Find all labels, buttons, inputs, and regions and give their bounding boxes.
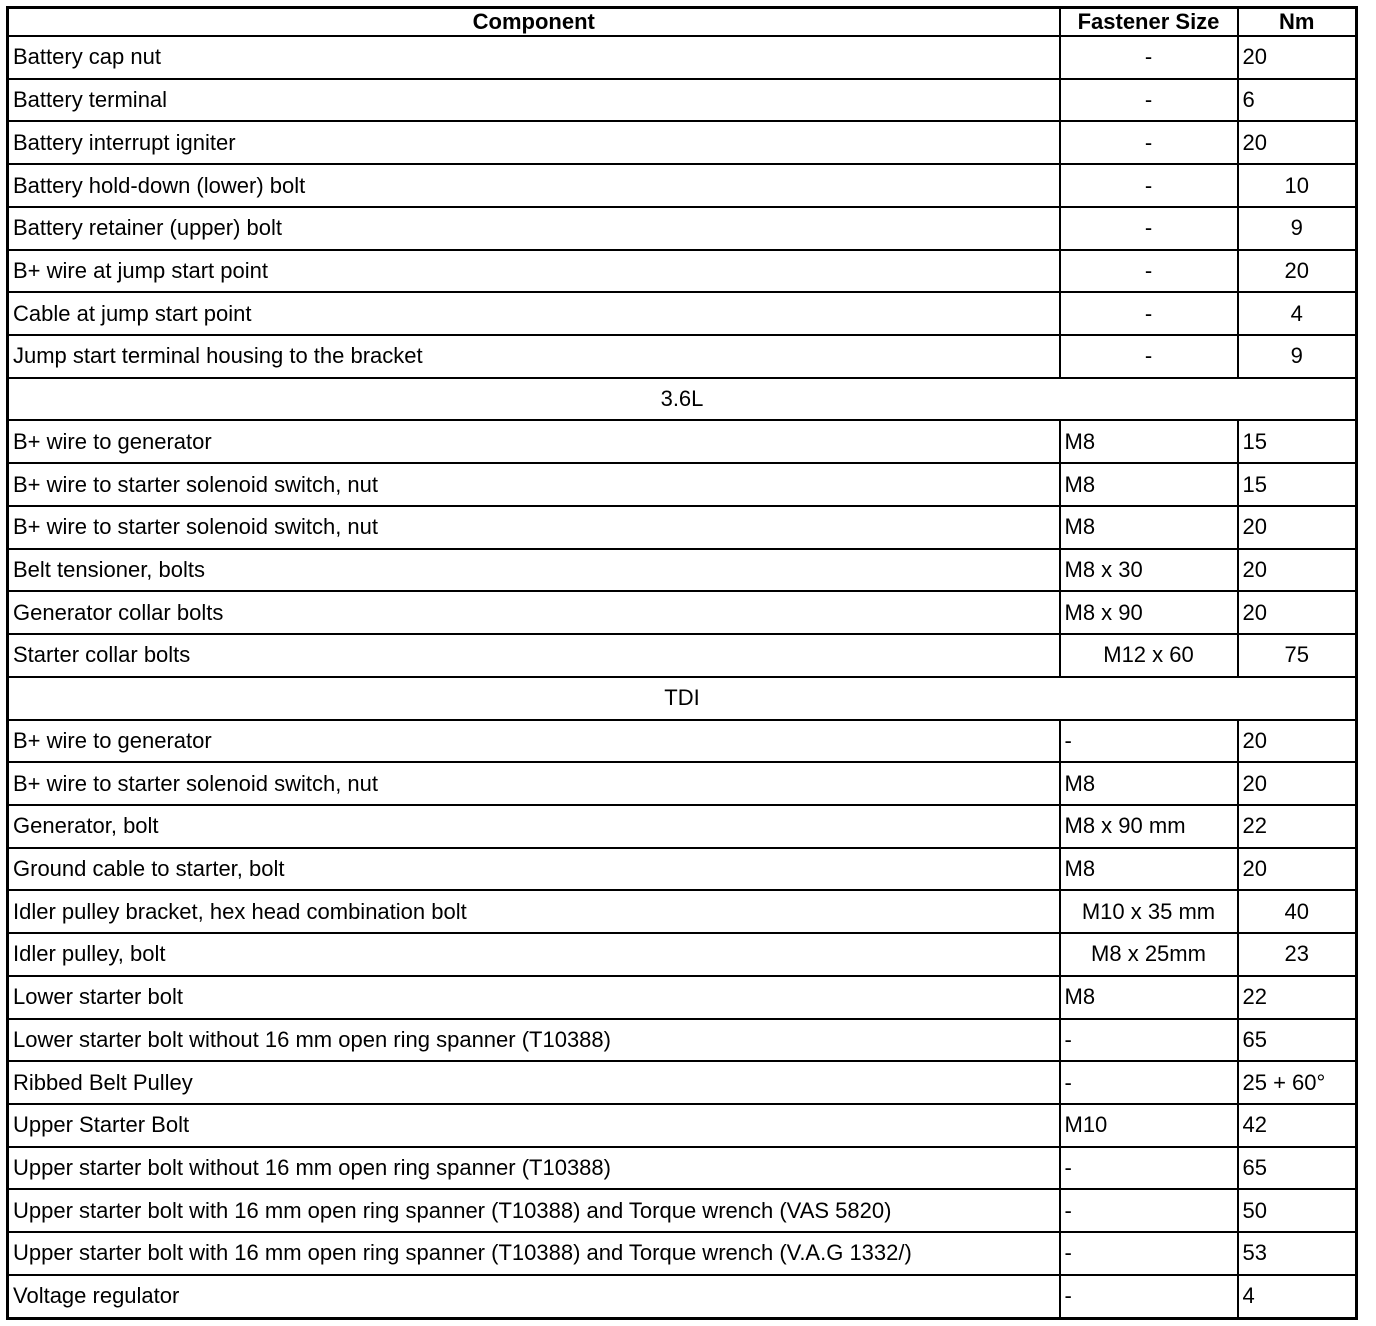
table-row [8,1147,1357,1190]
header-component: Component [8,8,1060,37]
table-row [8,933,1357,976]
torque-spec-table [6,6,1358,1320]
fastener-size-cell: M8 [1060,506,1238,549]
fastener-size-cell: - [1060,1061,1238,1104]
nm-cell: 4 [1238,292,1357,335]
nm-cell: 40 [1238,890,1357,933]
fastener-size-cell: M12 x 60 [1060,634,1238,677]
table-row [8,1275,1357,1319]
header-fastener-size: Fastener Size [1060,8,1238,37]
component-cell: Cable at jump start point [8,292,1060,335]
nm-cell: 9 [1238,207,1357,250]
component-cell: Idler pulley, bolt [8,933,1060,976]
component-cell: B+ wire to starter solenoid switch, nut [8,506,1060,549]
table-row [8,1061,1357,1104]
component-cell: Upper starter bolt without 16 mm open ring spanner (T10388) [8,1147,1060,1190]
component-cell: B+ wire to starter solenoid switch, nut [8,463,1060,506]
table-row [8,335,1357,378]
table-row [8,591,1357,634]
fastener-size-cell: M8 [1060,762,1238,805]
nm-cell: 10 [1238,164,1357,207]
nm-cell: 50 [1238,1189,1357,1232]
section-row [8,677,1357,720]
table-row [8,1189,1357,1232]
table-row [8,805,1357,848]
table-row [8,890,1357,933]
component-cell: Generator, bolt [8,805,1060,848]
fastener-size-cell: - [1060,1189,1238,1232]
table-row [8,634,1357,677]
fastener-size-cell: - [1060,164,1238,207]
fastener-size-cell: - [1060,1275,1238,1319]
nm-cell: 22 [1238,976,1357,1019]
nm-cell: 53 [1238,1232,1357,1275]
component-cell: Battery retainer (upper) bolt [8,207,1060,250]
nm-cell: 20 [1238,720,1357,763]
nm-cell: 20 [1238,591,1357,634]
table-row [8,250,1357,293]
section-label: TDI [8,677,1357,720]
table-row [8,292,1357,335]
fastener-size-cell: - [1060,1232,1238,1275]
fastener-size-cell: M8 [1060,976,1238,1019]
fastener-size-cell: - [1060,121,1238,164]
table-row [8,720,1357,763]
section-row [8,378,1357,421]
component-cell: B+ wire to starter solenoid switch, nut [8,762,1060,805]
component-cell: Lower starter bolt without 16 mm open ring spanner (T10388) [8,1019,1060,1062]
nm-cell: 65 [1238,1019,1357,1062]
table-row [8,207,1357,250]
nm-cell: 15 [1238,463,1357,506]
fastener-size-cell: - [1060,720,1238,763]
fastener-size-cell: M8 x 25mm [1060,933,1238,976]
fastener-size-cell: - [1060,1147,1238,1190]
fastener-size-cell: M8 [1060,420,1238,463]
nm-cell: 22 [1238,805,1357,848]
nm-cell: 20 [1238,36,1357,79]
table-row [8,549,1357,592]
table-row [8,79,1357,122]
component-cell: Ribbed Belt Pulley [8,1061,1060,1104]
component-cell: Upper Starter Bolt [8,1104,1060,1147]
fastener-size-cell: M10 x 35 mm [1060,890,1238,933]
nm-cell: 20 [1238,762,1357,805]
nm-cell: 20 [1238,121,1357,164]
fastener-size-cell: M8 x 90 [1060,591,1238,634]
fastener-size-cell: - [1060,292,1238,335]
header-nm: Nm [1238,8,1357,37]
table-row [8,1104,1357,1147]
table-row [8,121,1357,164]
component-cell: Battery cap nut [8,36,1060,79]
component-cell: Idler pulley bracket, hex head combination bolt [8,890,1060,933]
fastener-size-cell: - [1060,79,1238,122]
section-label: 3.6L [8,378,1357,421]
component-cell: B+ wire to generator [8,720,1060,763]
table-row [8,463,1357,506]
component-cell: Battery interrupt igniter [8,121,1060,164]
nm-cell: 4 [1238,1275,1357,1319]
fastener-size-cell: - [1060,335,1238,378]
component-cell: B+ wire to generator [8,420,1060,463]
component-cell: Battery hold-down (lower) bolt [8,164,1060,207]
fastener-size-cell: M8 [1060,848,1238,891]
table-row [8,164,1357,207]
table-row [8,976,1357,1019]
fastener-size-cell: - [1060,1019,1238,1062]
table-row [8,36,1357,79]
header-row [8,8,1357,37]
nm-cell: 20 [1238,549,1357,592]
fastener-size-cell: M10 [1060,1104,1238,1147]
component-cell: Generator collar bolts [8,591,1060,634]
table-row [8,848,1357,891]
component-cell: B+ wire at jump start point [8,250,1060,293]
nm-cell: 25 + 60° [1238,1061,1357,1104]
component-cell: Battery terminal [8,79,1060,122]
nm-cell: 75 [1238,634,1357,677]
nm-cell: 9 [1238,335,1357,378]
fastener-size-cell: M8 x 30 [1060,549,1238,592]
nm-cell: 15 [1238,420,1357,463]
component-cell: Upper starter bolt with 16 mm open ring spanner (T10388) and Torque wrench (V.A.G 1332/) [8,1232,1060,1275]
nm-cell: 23 [1238,933,1357,976]
table-row [8,420,1357,463]
component-cell: Lower starter bolt [8,976,1060,1019]
fastener-size-cell: - [1060,36,1238,79]
component-cell: Ground cable to starter, bolt [8,848,1060,891]
table-row [8,1232,1357,1275]
component-cell: Voltage regulator [8,1275,1060,1319]
component-cell: Upper starter bolt with 16 mm open ring spanner (T10388) and Torque wrench (VAS 5820) [8,1189,1060,1232]
nm-cell: 20 [1238,506,1357,549]
fastener-size-cell: M8 [1060,463,1238,506]
table-body [8,36,1357,1319]
table-row [8,762,1357,805]
component-cell: Belt tensioner, bolts [8,549,1060,592]
table-row [8,1019,1357,1062]
component-cell: Jump start terminal housing to the bracket [8,335,1060,378]
fastener-size-cell: - [1060,250,1238,293]
nm-cell: 6 [1238,79,1357,122]
nm-cell: 42 [1238,1104,1357,1147]
nm-cell: 20 [1238,848,1357,891]
nm-cell: 20 [1238,250,1357,293]
nm-cell: 65 [1238,1147,1357,1190]
table-row [8,506,1357,549]
fastener-size-cell: M8 x 90 mm [1060,805,1238,848]
component-cell: Starter collar bolts [8,634,1060,677]
fastener-size-cell: - [1060,207,1238,250]
